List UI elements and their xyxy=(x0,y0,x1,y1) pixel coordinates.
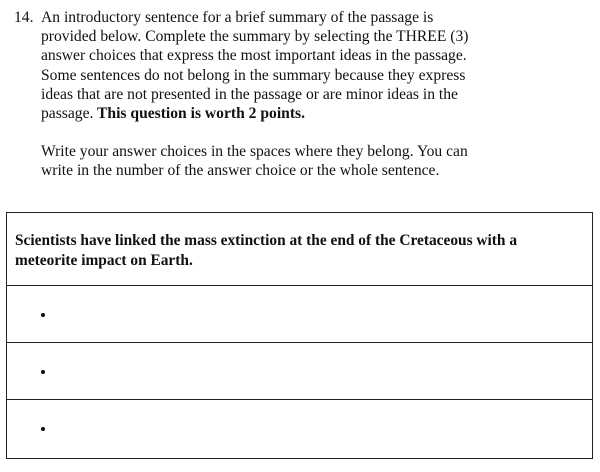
points-note: This question is worth 2 points. xyxy=(93,105,305,123)
question-body xyxy=(41,8,484,181)
question-block xyxy=(14,8,484,181)
answer-instructions xyxy=(41,142,484,180)
question-text-line: Some sentences do not belong in the summary because they express xyxy=(41,66,466,84)
answer-slot-1[interactable] xyxy=(7,286,592,343)
question-text xyxy=(41,8,484,123)
intro-line: Scientists have linked the mass extinction at the end of the Cretaceous with a xyxy=(15,232,518,249)
question-text-line: passage. xyxy=(41,105,94,123)
bullet-icon xyxy=(41,370,45,374)
instruction-line: write in the number of the answer choice or the whole sentence. xyxy=(41,162,440,180)
bullet-icon xyxy=(41,427,45,431)
intro-line: meteorite impact on Earth. xyxy=(15,252,193,269)
answer-slot-2[interactable] xyxy=(7,343,592,400)
answer-slot-3[interactable] xyxy=(7,400,592,457)
bullet-icon xyxy=(41,313,45,317)
instruction-line: Write your answer choices in the spaces where they belong. You can xyxy=(41,143,468,161)
question-text-line: ideas that are not presented in the passage or are minor ideas in the xyxy=(41,85,458,103)
question-text-line: provided below. Complete the summary by selecting the THREE (3) xyxy=(41,28,469,46)
question-number: 14. xyxy=(14,9,34,26)
question-text-line: answer choices that express the most important ideas in the passage. xyxy=(41,47,467,65)
summary-intro-sentence xyxy=(7,213,592,286)
summary-table xyxy=(6,212,593,459)
question-text-line: An introductory sentence for a brief summary of the passage is xyxy=(41,9,434,26)
